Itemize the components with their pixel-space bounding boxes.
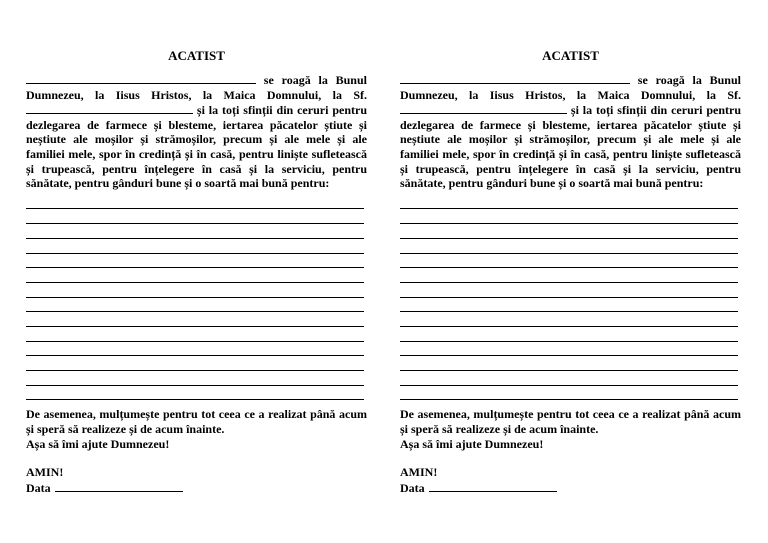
date-row: [400, 480, 741, 496]
date-blank[interactable]: [55, 480, 183, 492]
write-line[interactable]: [26, 283, 364, 298]
write-line[interactable]: [26, 239, 364, 254]
write-line[interactable]: [26, 268, 364, 283]
write-line[interactable]: [400, 209, 738, 224]
write-in-lines: [26, 195, 367, 401]
amin-text: AMIN!: [400, 465, 438, 480]
write-line[interactable]: [26, 342, 364, 357]
write-line[interactable]: [400, 327, 738, 342]
intro-paragraph: [26, 72, 367, 191]
closing-text: De asemenea, mulțumește pentru tot ceea ce a realizat până acum și speră să realizeze și de acum înainte.: [26, 407, 367, 436]
write-line[interactable]: [400, 386, 738, 401]
date-row: [26, 480, 367, 496]
write-line[interactable]: [26, 356, 364, 371]
write-line[interactable]: [400, 312, 738, 327]
closing-text: De asemenea, mulțumește pentru tot ceea ce a realizat până acum și speră să realizeze și de acum înainte.: [400, 407, 741, 436]
saint-blank[interactable]: [26, 102, 193, 114]
write-line[interactable]: [26, 224, 364, 239]
write-line[interactable]: [400, 342, 738, 357]
write-line[interactable]: [26, 327, 364, 342]
write-line[interactable]: [400, 298, 738, 313]
amin-text: AMIN!: [26, 465, 64, 480]
closing-paragraph: [26, 407, 367, 451]
write-line[interactable]: [400, 239, 738, 254]
name-blank[interactable]: [400, 72, 630, 84]
closing-paragraph: [400, 407, 741, 451]
intro-text-a: se roagă la Bunul Dumnezeu, la Iisus Hristos, la Maica Domnului, la Sf.: [400, 73, 741, 102]
closing-prayer: Așa să îmi ajute Dumnezeu!: [400, 436, 544, 451]
write-line[interactable]: [400, 268, 738, 283]
acatist-form-right: [400, 48, 741, 495]
write-line[interactable]: [26, 254, 364, 269]
write-line[interactable]: [26, 312, 364, 327]
date-label: Data: [26, 480, 51, 495]
date-label: Data: [400, 480, 425, 495]
write-line[interactable]: [26, 298, 364, 313]
write-line[interactable]: [400, 254, 738, 269]
write-in-lines: [400, 195, 741, 401]
write-line[interactable]: [400, 356, 738, 371]
write-line[interactable]: [26, 386, 364, 401]
write-line[interactable]: [400, 371, 738, 386]
intro-text-a: se roagă la Bunul Dumnezeu, la Iisus Hristos, la Maica Domnului, la Sf.: [26, 73, 367, 102]
saint-blank[interactable]: [400, 102, 567, 114]
write-line[interactable]: [26, 209, 364, 224]
closing-prayer: Așa să îmi ajute Dumnezeu!: [26, 436, 170, 451]
write-line[interactable]: [26, 195, 364, 210]
form-title: ACATIST: [168, 48, 225, 63]
intro-text-b: și la toți sfinții din ceruri pentru dezlegarea de farmece și blesteme, iertarea păcatelor știute și neștiute ale moșilor și strămoșilor, precum și ale mele și ale familiei mele, spor în credință și în casă, pentru liniște sufletească și trupească, pentru înțelegere în casă și la serviciu, pentru sănătate, pentru gânduri bune și o soartă mai bună pentru:: [26, 103, 367, 191]
write-line[interactable]: [400, 283, 738, 298]
write-line[interactable]: [26, 371, 364, 386]
acatist-form-left: [26, 48, 367, 495]
date-blank[interactable]: [429, 480, 557, 492]
intro-paragraph: [400, 72, 741, 191]
name-blank[interactable]: [26, 72, 256, 84]
write-line[interactable]: [400, 195, 738, 210]
write-line[interactable]: [400, 224, 738, 239]
form-title: ACATIST: [542, 48, 599, 63]
intro-text-b: și la toți sfinții din ceruri pentru dezlegarea de farmece și blesteme, iertarea păcatelor știute și neștiute ale moșilor și strămoșilor, precum și ale mele și ale familiei mele, spor în credință și în casă, pentru liniște sufletească și trupească, pentru înțelegere în casă și la serviciu, pentru sănătate, pentru gânduri bune și o soartă mai bună pentru:: [400, 103, 741, 191]
